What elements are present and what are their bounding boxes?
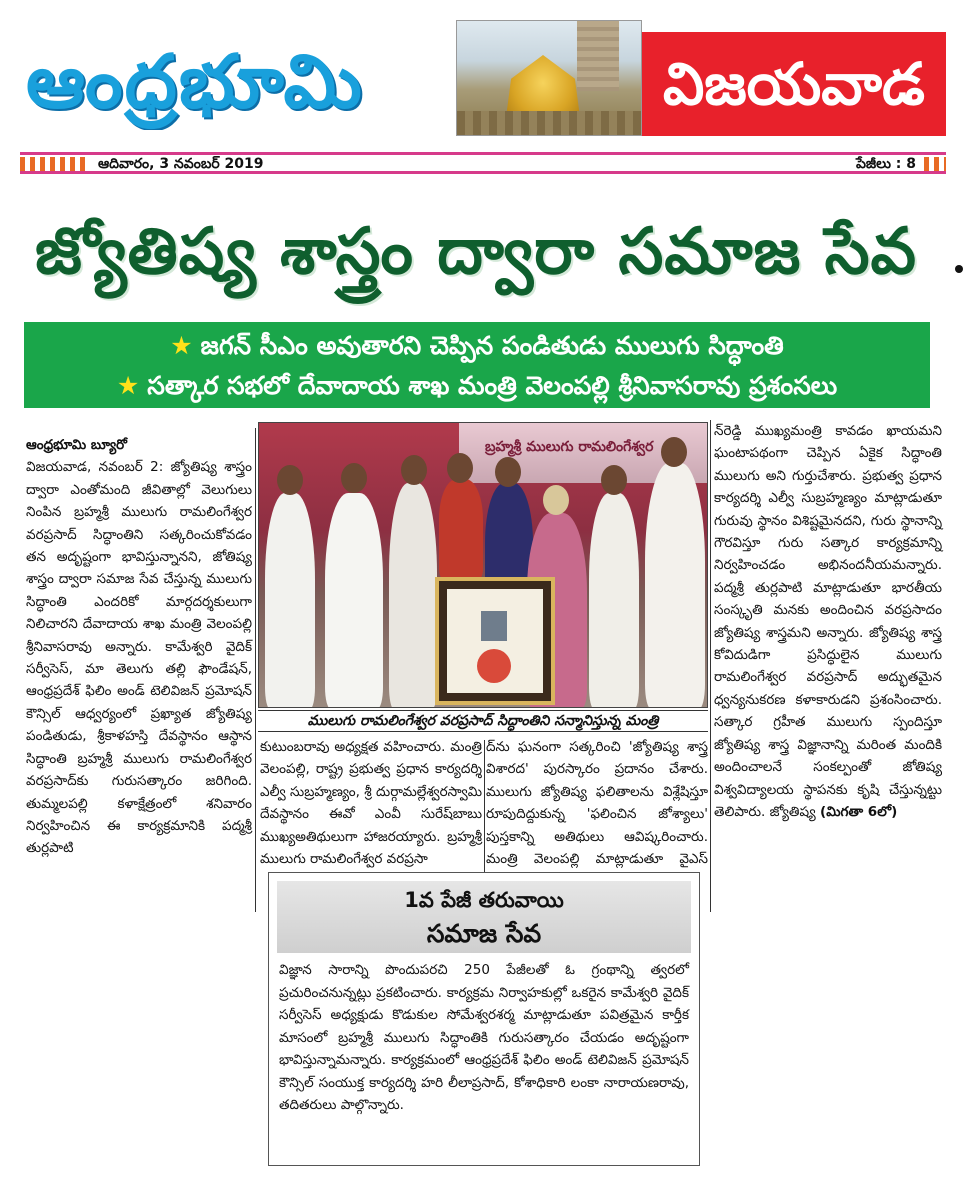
- continued-note: (మిగతా 6లో): [820, 803, 898, 820]
- column-rule: [255, 428, 256, 912]
- article-column-4: [714, 420, 942, 823]
- person-figure: [589, 493, 639, 708]
- chevron-decoration-icon: [924, 157, 946, 171]
- continuation-box: [268, 872, 700, 1166]
- main-headline: జ్యోతిష్య శాస్త్రం ద్వారా సమాజ సేవ: [34, 215, 918, 289]
- temple-tower: [577, 21, 619, 91]
- column-rule: [710, 420, 711, 912]
- person-head: [341, 463, 367, 493]
- masthead: [20, 20, 946, 140]
- article-column-2: కుటుంబరావు అధ్యక్షత వహించారు. మంత్రి వెలంపల్లి, రాష్ట్ర ప్రభుత్వ ప్రధాన కార్యదర్శి ఎల్వీ సుబ్రహ్మణ్యం, శ్రీ దుర్గామల్లేశ్వరస్వామి దేవస్థానం ఈవో ఎంవీ సురేష్‌బాబు ముఖ్యఅతిథులుగా హాజరయ్యారు. బ్రహ్మశ్రీ ములుగు రామలింగేశ్వర వరప్రసా: [260, 739, 482, 868]
- temple-photo: [456, 20, 642, 136]
- article-column-3: ద్‌ను ఘనంగా సత్కరించి 'జ్యోతిష్య శాస్త్ర విశారద' పురస్కారం ప్రదానం చేశారు. ములుగు జ్యోతిష్య ఫలితాలను విశ్లేషిస్తూ రూపుదిద్దుకున్న 'ఫలించిన జోశ్యాలు' పుస్తకాన్ని అతిథులు ఆవిష్కరించారు. మంత్రి వెలంపల్లి మాట్లాడుతూ వైఎస్: [486, 739, 708, 868]
- star-icon: ★: [170, 331, 193, 360]
- continuation-header: [277, 881, 691, 953]
- article-column-1: [26, 434, 252, 860]
- date-strip: [20, 152, 946, 174]
- person-head: [495, 457, 521, 487]
- photo-caption: ములుగు రామలింగేశ్వర వరప్రసాద్ సిద్ధాంతిని సన్మానిస్తున్న మంత్రి: [258, 710, 708, 732]
- article-text-1: విజయవాడ, నవంబర్ 2: జ్యోతిష్య శాస్త్రం ద్వారా ఎంతోమంది జీవితాల్లో వెలుగులు నింపిన బ్రహ్మశ్రీ ములుగు రామలింగేశ్వర వరప్రసాద్ సిద్ధాంతిని సత్కరించుకోవడం తన అదృష్టంగా భావిస్తున్నానని, జోతిష్య శాస్త్రం ద్వారా సమాజ సేవ చేస్తున్న ములుగు సిద్ధాంతి ఎందరికో మార్గదర్శకులుగా నిలిచారని దేవాదాయ శాఖ మంత్రి వెలంపల్లి శ్రీనివాసరావు అన్నారు. కామేశ్వరి వైదిక్ సర్వీసెస్, మా తెలుగు తల్లి ఫౌండేషన్, ఆంధ్రప్రదేశ్ ఫిలిం అండ్ టెలివిజన్ ప్రమోషన్ కౌన్సిల్ ఆధ్వర్యంలో ప్రఖ్యాత జ్యోతిష్య పండితుడు, శ్రీకాళహస్తి దేవస్థానం ఆస్థాన సిద్ధాంతి బ్రహ్మశ్రీ ములుగు రామలింగేశ్వర వరప్రసాద్‌కు గురుసత్కారం జరిగింది. తుమ్మలపల్లి కళాక్షేత్రంలో శనివారం నిర్వహించిన ఈ కార్యక్రమానికి పద్మశ్రీ తుర్లపాటి: [26, 459, 252, 857]
- person-figure: [439, 479, 483, 579]
- subhead-2-text: సత్కార సభలో దేవాదాయ శాఖ మంత్రి వెలంపల్లి శ్రీనివాసరావు ప్రశంసలు: [147, 371, 838, 400]
- issue-date: ఆదివారం, 3 నవంబర్ 2019: [98, 156, 264, 172]
- person-head: [543, 485, 569, 515]
- person-head: [661, 437, 687, 467]
- newspaper-logo: ఆంధ్రభూమి: [26, 39, 364, 125]
- person-figure: [325, 493, 383, 708]
- event-photo: [258, 422, 708, 708]
- continuation-title: 1వ పేజీ తరువాయి: [404, 888, 564, 912]
- temple-wall: [457, 111, 641, 135]
- person-head: [277, 465, 303, 495]
- subhead-1: [24, 326, 930, 366]
- certificate-seal: [477, 649, 511, 683]
- certificate-frame: [435, 577, 555, 705]
- page-count: పేజీలు : 8: [855, 156, 916, 172]
- article-text-4: [714, 420, 942, 823]
- certificate-portrait: [481, 611, 507, 641]
- person-head: [601, 465, 627, 495]
- subheads-band: [24, 322, 930, 408]
- continuation-text: విజ్ఞాన సారాన్ని పొందుపరచి 250 పేజీలతో ఓ గ్రంథాన్ని త్వరలో ప్రచురించనున్నట్లు ప్రకటించారు. కార్యక్రమ నిర్వాహకుల్లో ఒకరైన కామేశ్వరి వైదిక్ సర్వీసెస్ అధ్యక్షుడు కొడుకుల సోమేశ్వరశర్మ మాట్లాడుతూ పవిత్రమైన కార్తీక మాసంలో బ్రహ్మశ్రీ ములుగు సిద్ధాంతికి గురుసత్కారం చేయడం అదృష్టంగా భావిస్తున్నామన్నారు. కార్యక్రమంలో ఆంధ్రప్రదేశ్ ఫిలిం అండ్ టెలివిజన్ ప్రమోషన్ కౌన్సిల్ సంయుక్త కార్యదర్శి హరి లీలాప్రసాద్, కోశాధికారి లంకా నారాయణరావు, తదితరులు పాల్గొన్నారు.: [279, 962, 689, 1113]
- margin-dot: [955, 265, 963, 273]
- byline: ఆంధ్రభూమి బ్యూరో: [26, 437, 128, 453]
- article-text-4-body: న్‌రెడ్డి ముఖ్యమంత్రి కావడం ఖాయమని ఘంటాపథంగా చెప్పిన ఏకైక సిద్ధాంతి ములుగు అని గుర్తుచేశారు. ప్రభుత్వ ప్రధాన కార్యదర్శి ఎల్వీ సుబ్రహ్మణ్యం మాట్లాడుతూ గురువు స్థానం విశిష్టమైనదని, గురు స్థానాన్ని గౌరవిస్తూ గురు సత్కార కార్యక్రమాన్ని నిర్వహించడం అభినందనీయమన్నారు. పద్మశ్రీ తుర్లపాటి మాట్లాడుతూ భారతీయ సంస్కృతి మనకు అందించిన వరప్రసాదం జ్యోతిష్య శాస్త్రమని అన్నారు. జ్యోతిష్య శాస్త్ర కోవిదుడిగా ప్రసిద్ధులైన ములుగు రామలింగేశ్వర వరప్రసాద్ అద్భుతమైన ధ్వన్యనుకరణ కళాకారుడని ప్రశంసించారు. సత్కార గ్రహీత ములుగు స్పందిస్తూ జ్యోతిష్య శాస్త్ర విజ్ఞానాన్ని మరింత మందికి అందించాలనే సంకల్పంతో జోతిష్య విశ్వవిద్యాలయ స్థాపనకు కృషి చేస్తున్నట్టు తెలిపారు. జ్యోతిష్య: [714, 423, 942, 820]
- person-figure: [265, 493, 315, 708]
- edition-city: విజయవాడ: [642, 32, 946, 136]
- person-figure: [645, 463, 705, 708]
- backdrop-banner-text: బ్రహ్మశ్రీ ములుగు రామలింగేశ్వర: [485, 439, 654, 455]
- certificate: [447, 589, 543, 693]
- subhead-1-text: జగన్ సీఎం అవుతారని చెప్పిన పండితుడు ములుగు సిద్ధాంతి: [200, 331, 784, 360]
- continuation-subtitle: సమాజ సేవ: [426, 919, 542, 948]
- person-head: [447, 453, 473, 483]
- star-icon: ★: [116, 371, 140, 400]
- person-head: [401, 455, 427, 485]
- chevron-decoration-icon: [20, 157, 90, 171]
- person-figure: [389, 483, 437, 708]
- subhead-2: [24, 366, 930, 406]
